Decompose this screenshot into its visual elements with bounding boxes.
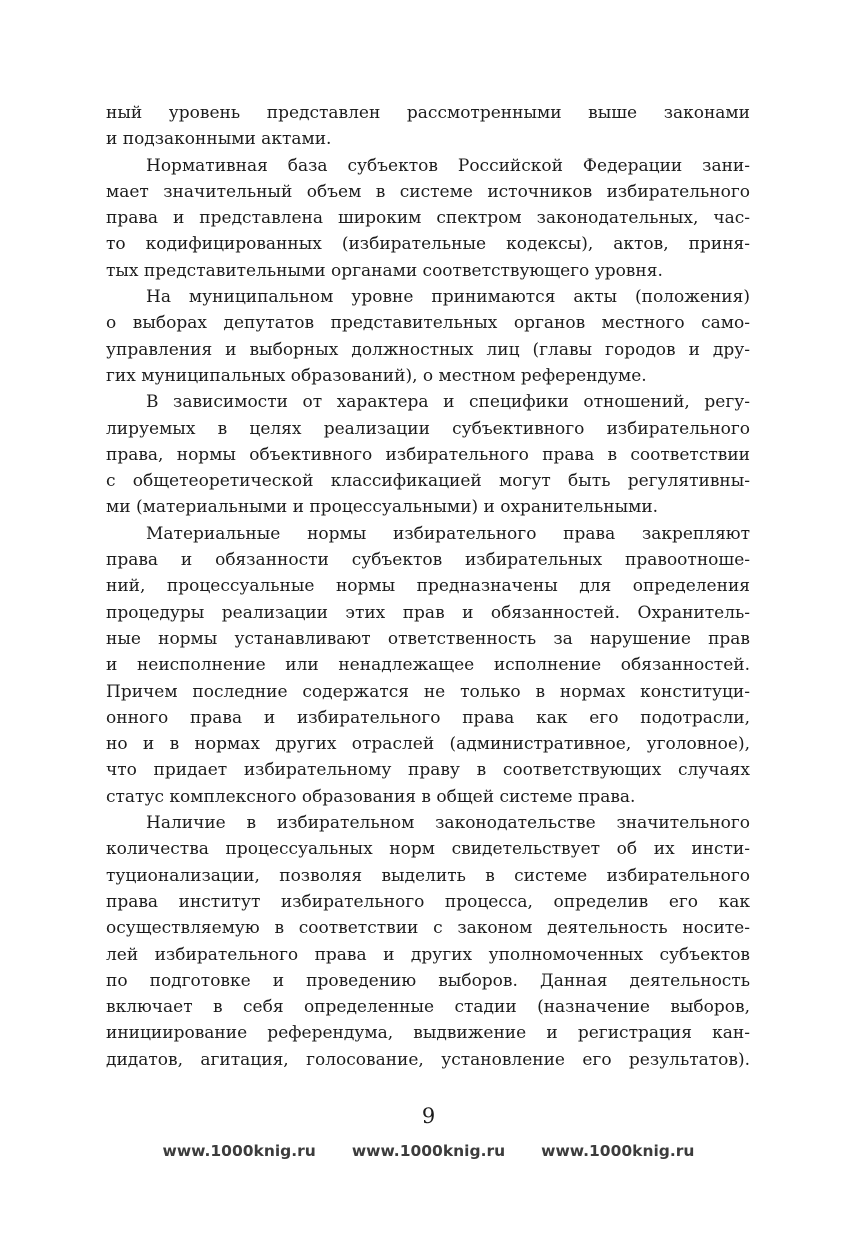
text-line: тых представительными органами соответствующего уровня. bbox=[106, 260, 663, 281]
text-line: На муниципальном уровне принимаются акты (положения) bbox=[146, 287, 750, 308]
text-line: В зависимости от характера и специфики отношений, регу- bbox=[146, 392, 750, 413]
text-line: гих муниципальных образований), о местном референдуме. bbox=[106, 365, 647, 386]
text-line: Материальные нормы избирательного права закрепляют bbox=[146, 523, 750, 544]
watermark-link: www.1000knig.ru bbox=[162, 1142, 316, 1160]
text-line: ный уровень представлен рассмотренными выше законами bbox=[106, 103, 750, 123]
text-line: ний, процессуальные нормы предназначены для определения bbox=[106, 576, 750, 597]
text-line: лей избирательного права и других уполномоченных субъектов bbox=[106, 944, 750, 965]
text-line: ми (материальными и процессуальными) и охранительными. bbox=[106, 497, 659, 518]
watermark-footer bbox=[0, 1140, 857, 1162]
text-line: Наличие в избирательном законодательстве значительного bbox=[146, 813, 750, 834]
text-line: права и представлена широким спектром законодательных, час- bbox=[106, 208, 750, 229]
text-line: туционализации, позволяя выделить в системе избирательного bbox=[106, 865, 750, 886]
text-line: Причем последние содержатся не только в нормах конституци- bbox=[106, 681, 750, 702]
text-line: права и обязанности субъектов избирательных правоотноше- bbox=[106, 550, 750, 571]
text-line: осуществляемую в соответствии с законом деятельность носите- bbox=[106, 918, 750, 939]
text-line: права, нормы объективного избирательного права в соответствии bbox=[106, 444, 750, 465]
text-line: то кодифицированных (избирательные кодексы), актов, приня- bbox=[106, 234, 750, 255]
text-line: с общетеоретической классификацией могут быть регулятивны- bbox=[106, 471, 750, 492]
text-line: количества процессуальных норм свидетельствует об их инсти- bbox=[106, 839, 750, 860]
text-line: процедуры реализации этих прав и обязанностей. Охранитель- bbox=[106, 602, 750, 623]
text-line: но и в нормах других отраслей (административное, уголовное), bbox=[106, 734, 750, 755]
text-line: инициирование референдума, выдвижение и регистрация кан- bbox=[106, 1023, 750, 1044]
text-line: Нормативная база субъектов Российской Федерации зани- bbox=[146, 155, 750, 176]
text-line: ные нормы устанавливают ответственность за нарушение прав bbox=[106, 628, 750, 649]
text-line: лируемых в целях реализации субъективного избирательного bbox=[106, 418, 750, 439]
document-body bbox=[106, 100, 750, 1073]
text-line: по подготовке и проведению выборов. Данная деятельность bbox=[106, 970, 750, 991]
watermark-link: www.1000knig.ru bbox=[351, 1142, 506, 1160]
text-line: и подзаконными актами. bbox=[106, 129, 332, 150]
text-line: права институт избирательного процесса, определив его как bbox=[106, 891, 750, 912]
text-line: управления и выборных должностных лиц (главы городов и дру- bbox=[106, 339, 750, 360]
text-line: включает в себя определенные стадии (назначение выборов, bbox=[106, 997, 750, 1018]
text-line: и неисполнение или ненадлежащее исполнение обязанностей. bbox=[106, 655, 750, 676]
text-line: о выборах депутатов представительных органов местного само- bbox=[106, 313, 750, 334]
text-line: мает значительный объем в системе источников избирательного bbox=[106, 181, 750, 202]
text-line: онного права и избирательного права как его подотрасли, bbox=[106, 707, 750, 728]
text-line: дидатов, агитация, голосование, установление его результатов). bbox=[106, 1049, 750, 1070]
page-number: 9 bbox=[421, 1104, 436, 1128]
text-line: что придает избирательному праву в соответствующих случаях bbox=[106, 760, 750, 781]
watermark-link: www.1000knig.ru bbox=[541, 1142, 695, 1160]
text-line: статус комплексного образования в общей системе права. bbox=[106, 786, 636, 807]
